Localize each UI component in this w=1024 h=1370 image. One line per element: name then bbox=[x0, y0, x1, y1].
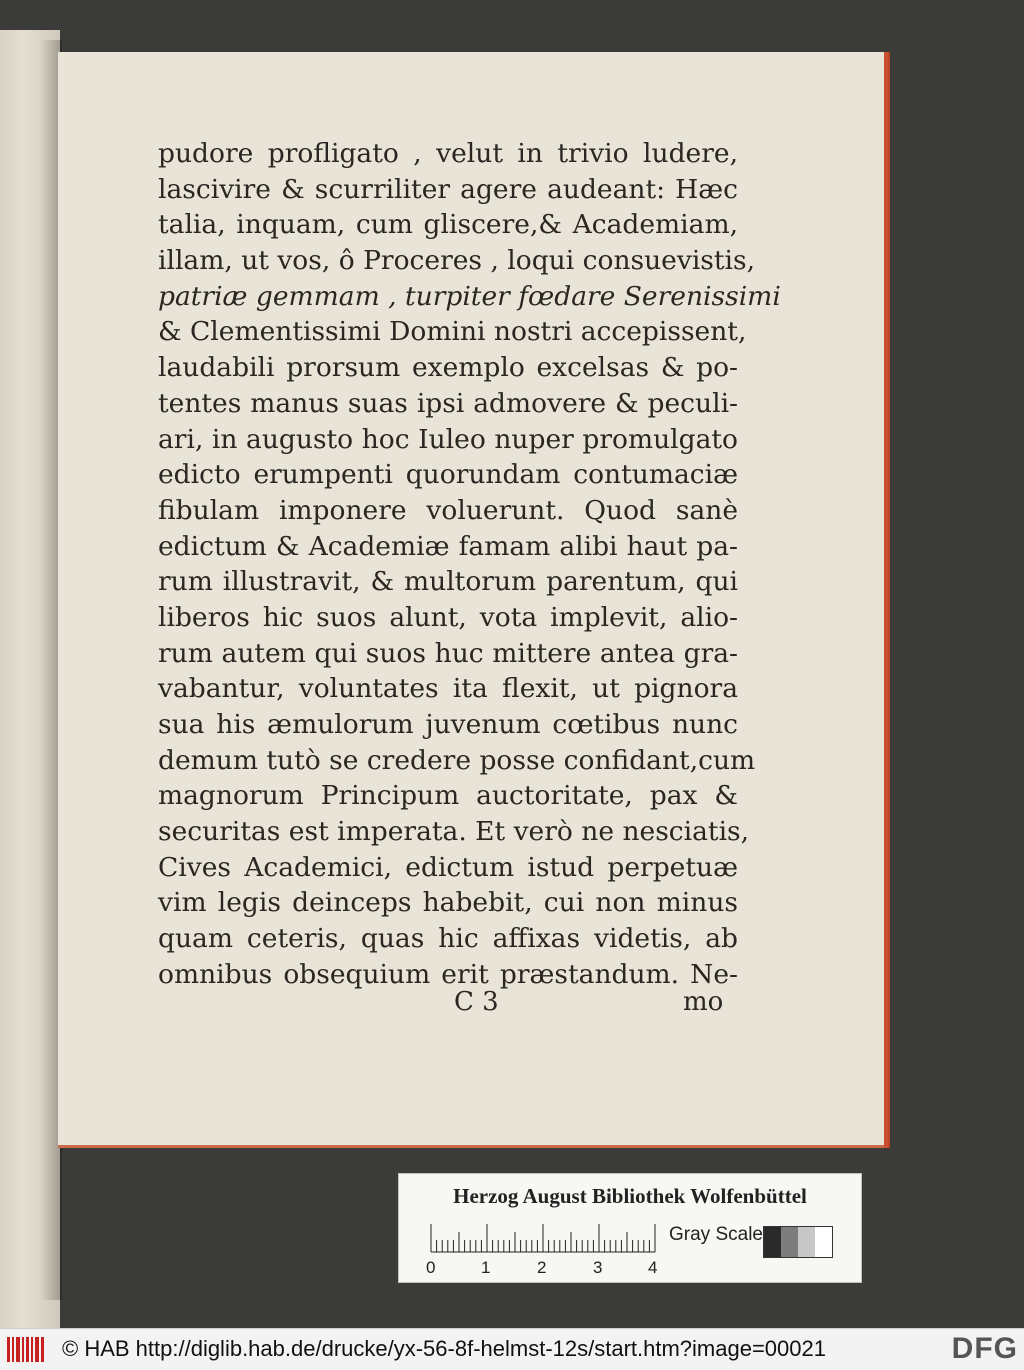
ruler-label: 4 bbox=[648, 1258, 658, 1277]
text-line: magnorum Principum auctoritate, pax & bbox=[158, 780, 738, 812]
ruler-label: 1 bbox=[481, 1258, 491, 1277]
text-line: liberos hic suos alunt, vota implevit, alio- bbox=[158, 601, 738, 633]
text-line: tentes manus suas ipsi admovere & peculi- bbox=[158, 387, 738, 419]
text-line: edictum & Academiæ famam alibi haut pa- bbox=[158, 530, 738, 562]
text-line: lascivire & scurriliter agere audeant: Hæc bbox=[158, 173, 738, 205]
text-line: rum autem qui suos huc mittere antea gra- bbox=[158, 637, 738, 669]
text-line: & Clementissimi Domini nostri accepissent, bbox=[158, 316, 747, 348]
color-scale-target bbox=[398, 1173, 862, 1283]
text-line: rum illustravit, & multorum parentum, qui bbox=[158, 566, 738, 598]
text-line: fibulam imponere voluerunt. Quod sanè bbox=[158, 494, 738, 526]
text-line: talia, inquam, cum gliscere,& Academiam, bbox=[158, 209, 738, 241]
barcode-icon bbox=[6, 1335, 46, 1364]
page-text bbox=[158, 136, 781, 993]
text-line: ari, in augusto hoc Iuleo nuper promulgato bbox=[158, 423, 738, 455]
text-line: pudore profligato , velut in trivio ludere, bbox=[158, 138, 738, 169]
text-line: laudabili prorsum exemplo excelsas & po- bbox=[158, 352, 738, 384]
book-page bbox=[58, 52, 890, 1148]
ruler-ticks bbox=[429, 1222, 663, 1254]
gray-swatch bbox=[781, 1227, 798, 1257]
ruler-label: 3 bbox=[593, 1258, 603, 1277]
signature-mark: C 3 bbox=[454, 987, 499, 1017]
library-name: Herzog August Bibliothek Wolfenbüttel bbox=[453, 1184, 807, 1208]
source-url[interactable]: © HAB http://diglib.hab.de/drucke/yx-56-8f-helmst-12s/start.htm?image=00021 bbox=[62, 1336, 826, 1361]
text-line: securitas est imperata. Et verò ne nesciatis, bbox=[158, 816, 750, 848]
footer-bar bbox=[0, 1328, 1024, 1370]
text-line: Cives Academici, edictum istud perpetuæ bbox=[158, 851, 738, 883]
gray-swatch bbox=[764, 1227, 781, 1257]
text-line: vim legis deinceps habebit, cui non minus bbox=[158, 887, 738, 919]
ruler-label: 0 bbox=[426, 1258, 436, 1277]
text-line: vabantur, voluntates ita flexit, ut pignora bbox=[158, 673, 738, 705]
ruler-label: 2 bbox=[537, 1258, 547, 1277]
catchword: mo bbox=[683, 987, 724, 1017]
gray-swatch bbox=[815, 1227, 832, 1257]
gray-scale-label: Gray Scale bbox=[669, 1224, 763, 1245]
text-line: edicto erumpenti quorundam contumaciæ bbox=[158, 459, 738, 491]
text-line: patriæ gemmam , turpiter fœdare Serenissimi bbox=[158, 280, 781, 312]
scale-ruler bbox=[429, 1222, 663, 1254]
text-line: illam, ut vos, ô Proceres , loqui consuevistis, bbox=[158, 245, 756, 277]
text-line: sua his æmulorum juvenum cœtibus nunc bbox=[158, 709, 738, 740]
text-line: omnibus obsequium erit præstandum. Ne- bbox=[158, 958, 738, 990]
dfg-logo: DFG bbox=[951, 1332, 1018, 1365]
text-line: demum tutò se credere posse confidant,cum bbox=[158, 744, 756, 776]
gray-scale-swatches bbox=[763, 1226, 833, 1258]
gray-swatch bbox=[798, 1227, 815, 1257]
page-signature-row bbox=[158, 987, 738, 1023]
text-line: quam ceteris, quas hic affixas videtis, ab bbox=[158, 923, 738, 955]
